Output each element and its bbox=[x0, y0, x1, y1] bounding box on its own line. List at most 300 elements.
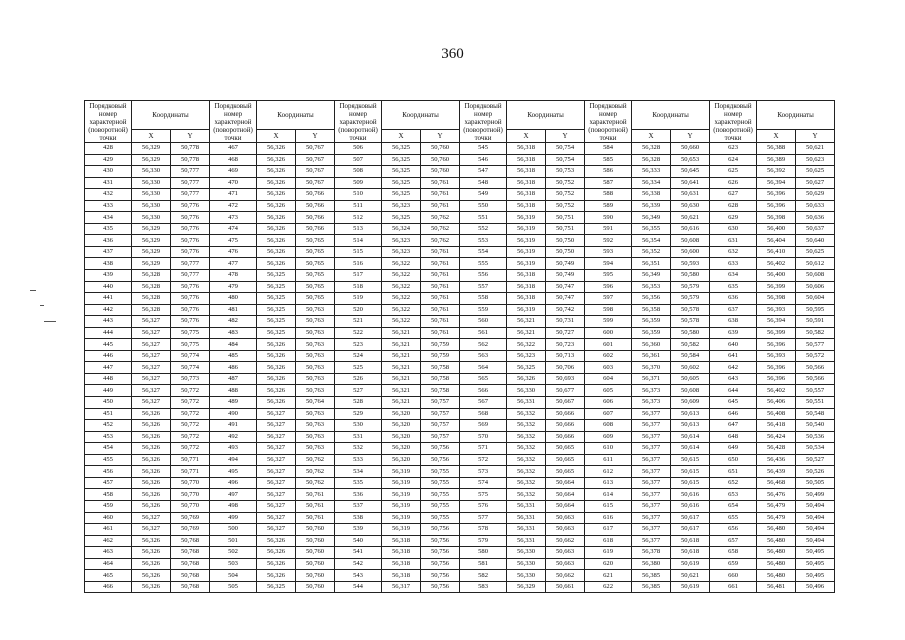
x-cell: 56,318 bbox=[507, 270, 546, 282]
x-cell: 56,377 bbox=[632, 477, 671, 489]
x-cell: 56,330 bbox=[507, 558, 546, 570]
x-cell: 56,327 bbox=[257, 512, 296, 524]
table-row bbox=[85, 304, 835, 316]
x-cell: 56,328 bbox=[132, 293, 171, 305]
x-cell: 56,317 bbox=[382, 581, 421, 593]
point-number-cell: 467 bbox=[210, 143, 257, 155]
y-cell: 50,664 bbox=[546, 477, 585, 489]
y-cell: 50,768 bbox=[171, 547, 210, 559]
x-cell: 56,396 bbox=[757, 373, 796, 385]
y-cell: 50,615 bbox=[671, 466, 710, 478]
y-cell: 50,621 bbox=[796, 143, 835, 155]
table-row bbox=[85, 166, 835, 178]
point-number-cell: 472 bbox=[210, 200, 257, 212]
y-cell: 50,752 bbox=[546, 189, 585, 201]
y-cell: 50,765 bbox=[296, 293, 335, 305]
y-cell: 50,762 bbox=[296, 477, 335, 489]
table-row bbox=[85, 581, 835, 593]
point-number-cell: 616 bbox=[585, 512, 632, 524]
y-cell: 50,623 bbox=[796, 154, 835, 166]
point-number-cell: 644 bbox=[710, 385, 757, 397]
y-cell: 50,613 bbox=[671, 420, 710, 432]
point-number-cell: 489 bbox=[210, 397, 257, 409]
point-number-cell: 638 bbox=[710, 316, 757, 328]
x-cell: 56,320 bbox=[382, 454, 421, 466]
point-number-cell: 622 bbox=[585, 581, 632, 593]
x-cell: 56,325 bbox=[257, 293, 296, 305]
point-number-cell: 591 bbox=[585, 223, 632, 235]
x-cell: 56,321 bbox=[382, 362, 421, 374]
point-number-cell: 577 bbox=[460, 512, 507, 524]
x-cell: 56,325 bbox=[382, 154, 421, 166]
point-number-cell: 582 bbox=[460, 570, 507, 582]
y-cell: 50,776 bbox=[171, 235, 210, 247]
y-cell: 50,621 bbox=[671, 570, 710, 582]
x-cell: 56,322 bbox=[382, 316, 421, 328]
y-cell: 50,584 bbox=[671, 350, 710, 362]
y-cell: 50,757 bbox=[421, 397, 460, 409]
point-number-cell: 570 bbox=[460, 431, 507, 443]
point-number-cell: 501 bbox=[210, 535, 257, 547]
x-cell: 56,319 bbox=[382, 477, 421, 489]
x-cell: 56,326 bbox=[132, 547, 171, 559]
y-cell: 50,625 bbox=[796, 166, 835, 178]
x-cell: 56,377 bbox=[632, 431, 671, 443]
y-cell: 50,608 bbox=[671, 235, 710, 247]
y-cell: 50,756 bbox=[421, 547, 460, 559]
x-cell: 56,326 bbox=[257, 373, 296, 385]
y-cell: 50,663 bbox=[546, 512, 585, 524]
point-number-cell: 512 bbox=[335, 212, 382, 224]
y-cell: 50,534 bbox=[796, 443, 835, 455]
x-cell: 56,351 bbox=[632, 258, 671, 270]
table-row bbox=[85, 316, 835, 328]
x-cell: 56,480 bbox=[757, 547, 796, 559]
y-cell: 50,763 bbox=[296, 373, 335, 385]
point-number-cell: 462 bbox=[85, 535, 132, 547]
y-cell: 50,755 bbox=[421, 489, 460, 501]
y-cell: 50,616 bbox=[671, 223, 710, 235]
y-cell: 50,750 bbox=[546, 235, 585, 247]
x-cell: 56,319 bbox=[382, 512, 421, 524]
x-cell: 56,329 bbox=[132, 154, 171, 166]
point-number-cell: 471 bbox=[210, 189, 257, 201]
y-cell: 50,767 bbox=[296, 177, 335, 189]
x-cell: 56,326 bbox=[257, 212, 296, 224]
point-number-cell: 657 bbox=[710, 535, 757, 547]
y-cell: 50,768 bbox=[171, 558, 210, 570]
point-number-cell: 477 bbox=[210, 258, 257, 270]
y-cell: 50,751 bbox=[546, 223, 585, 235]
y-cell: 50,609 bbox=[671, 397, 710, 409]
x-cell: 56,325 bbox=[257, 304, 296, 316]
point-number-cell: 583 bbox=[460, 581, 507, 593]
y-cell: 50,769 bbox=[171, 524, 210, 536]
y-cell: 50,540 bbox=[796, 420, 835, 432]
point-number-cell: 433 bbox=[85, 200, 132, 212]
y-cell: 50,773 bbox=[171, 373, 210, 385]
y-cell: 50,774 bbox=[171, 350, 210, 362]
point-number-cell: 601 bbox=[585, 339, 632, 351]
point-number-cell: 506 bbox=[335, 143, 382, 155]
table-row bbox=[85, 327, 835, 339]
y-cell: 50,771 bbox=[171, 466, 210, 478]
x-cell: 56,479 bbox=[757, 500, 796, 512]
point-number-cell: 604 bbox=[585, 373, 632, 385]
point-number-cell: 528 bbox=[335, 397, 382, 409]
y-cell: 50,615 bbox=[671, 454, 710, 466]
point-number-cell: 615 bbox=[585, 500, 632, 512]
y-cell: 50,663 bbox=[546, 547, 585, 559]
y-cell: 50,763 bbox=[296, 443, 335, 455]
point-number-cell: 513 bbox=[335, 223, 382, 235]
x-cell: 56,326 bbox=[257, 200, 296, 212]
x-cell: 56,377 bbox=[632, 512, 671, 524]
y-cell: 50,761 bbox=[421, 281, 460, 293]
point-number-cell: 650 bbox=[710, 454, 757, 466]
y-cell: 50,765 bbox=[296, 281, 335, 293]
point-number-cell: 532 bbox=[335, 443, 382, 455]
x-cell: 56,326 bbox=[257, 177, 296, 189]
x-cell: 56,327 bbox=[257, 408, 296, 420]
table-row bbox=[85, 143, 835, 155]
x-cell: 56,326 bbox=[257, 350, 296, 362]
point-number-cell: 473 bbox=[210, 212, 257, 224]
point-number-cell: 656 bbox=[710, 524, 757, 536]
y-cell: 50,578 bbox=[671, 316, 710, 328]
x-header: X bbox=[757, 130, 796, 143]
y-cell: 50,551 bbox=[796, 397, 835, 409]
x-cell: 56,329 bbox=[132, 258, 171, 270]
x-cell: 56,406 bbox=[757, 397, 796, 409]
y-cell: 50,762 bbox=[421, 235, 460, 247]
point-number-cell: 533 bbox=[335, 454, 382, 466]
table-row bbox=[85, 246, 835, 258]
y-cell: 50,761 bbox=[421, 316, 460, 328]
point-number-cell: 661 bbox=[710, 581, 757, 593]
y-cell: 50,614 bbox=[671, 431, 710, 443]
point-number-cell: 625 bbox=[710, 166, 757, 178]
point-number-cell: 653 bbox=[710, 489, 757, 501]
y-cell: 50,618 bbox=[671, 535, 710, 547]
x-cell: 56,326 bbox=[257, 535, 296, 547]
point-number-cell: 557 bbox=[460, 281, 507, 293]
point-number-cell: 660 bbox=[710, 570, 757, 582]
ordinal-header: Порядковый номер характерной (поворотной) точки bbox=[85, 101, 132, 143]
point-number-cell: 552 bbox=[460, 223, 507, 235]
table-row bbox=[85, 235, 835, 247]
y-cell: 50,566 bbox=[796, 362, 835, 374]
x-cell: 56,377 bbox=[632, 489, 671, 501]
y-cell: 50,754 bbox=[546, 154, 585, 166]
y-header: Y bbox=[671, 130, 710, 143]
point-number-cell: 531 bbox=[335, 431, 382, 443]
x-cell: 56,325 bbox=[382, 143, 421, 155]
point-number-cell: 631 bbox=[710, 235, 757, 247]
x-cell: 56,332 bbox=[507, 443, 546, 455]
point-number-cell: 636 bbox=[710, 293, 757, 305]
y-cell: 50,660 bbox=[671, 143, 710, 155]
y-cell: 50,662 bbox=[546, 570, 585, 582]
x-cell: 56,318 bbox=[382, 535, 421, 547]
table-row bbox=[85, 373, 835, 385]
x-cell: 56,320 bbox=[382, 443, 421, 455]
point-number-cell: 649 bbox=[710, 443, 757, 455]
x-cell: 56,327 bbox=[257, 420, 296, 432]
x-cell: 56,330 bbox=[132, 189, 171, 201]
point-number-cell: 560 bbox=[460, 316, 507, 328]
x-cell: 56,371 bbox=[632, 373, 671, 385]
point-number-cell: 613 bbox=[585, 477, 632, 489]
x-header: X bbox=[257, 130, 296, 143]
y-cell: 50,666 bbox=[546, 420, 585, 432]
y-cell: 50,604 bbox=[796, 293, 835, 305]
point-number-cell: 553 bbox=[460, 235, 507, 247]
point-number-cell: 576 bbox=[460, 500, 507, 512]
x-cell: 56,331 bbox=[507, 535, 546, 547]
table-row bbox=[85, 477, 835, 489]
point-number-cell: 541 bbox=[335, 547, 382, 559]
x-cell: 56,319 bbox=[507, 223, 546, 235]
x-cell: 56,396 bbox=[757, 200, 796, 212]
x-cell: 56,436 bbox=[757, 454, 796, 466]
x-cell: 56,326 bbox=[132, 466, 171, 478]
point-number-cell: 523 bbox=[335, 339, 382, 351]
y-cell: 50,614 bbox=[671, 443, 710, 455]
y-cell: 50,526 bbox=[796, 466, 835, 478]
x-cell: 56,385 bbox=[632, 581, 671, 593]
point-number-cell: 444 bbox=[85, 327, 132, 339]
point-number-cell: 605 bbox=[585, 385, 632, 397]
y-cell: 50,608 bbox=[671, 385, 710, 397]
point-number-cell: 476 bbox=[210, 246, 257, 258]
y-cell: 50,727 bbox=[546, 327, 585, 339]
y-cell: 50,495 bbox=[796, 547, 835, 559]
point-number-cell: 643 bbox=[710, 373, 757, 385]
x-cell: 56,332 bbox=[507, 489, 546, 501]
x-cell: 56,373 bbox=[632, 397, 671, 409]
x-cell: 56,322 bbox=[382, 258, 421, 270]
x-cell: 56,330 bbox=[132, 200, 171, 212]
point-number-cell: 549 bbox=[460, 189, 507, 201]
y-cell: 50,749 bbox=[546, 270, 585, 282]
point-number-cell: 629 bbox=[710, 212, 757, 224]
point-number-cell: 429 bbox=[85, 154, 132, 166]
y-cell: 50,756 bbox=[421, 524, 460, 536]
y-cell: 50,494 bbox=[796, 512, 835, 524]
y-cell: 50,760 bbox=[421, 166, 460, 178]
x-cell: 56,318 bbox=[382, 570, 421, 582]
y-cell: 50,752 bbox=[546, 177, 585, 189]
point-number-cell: 597 bbox=[585, 293, 632, 305]
y-cell: 50,619 bbox=[671, 581, 710, 593]
y-cell: 50,665 bbox=[546, 443, 585, 455]
x-cell: 56,326 bbox=[132, 500, 171, 512]
table-row bbox=[85, 408, 835, 420]
point-number-cell: 445 bbox=[85, 339, 132, 351]
page-number: 360 bbox=[441, 46, 464, 62]
point-number-cell: 447 bbox=[85, 362, 132, 374]
x-cell: 56,318 bbox=[507, 143, 546, 155]
y-cell: 50,582 bbox=[796, 327, 835, 339]
y-cell: 50,640 bbox=[796, 235, 835, 247]
x-cell: 56,326 bbox=[132, 570, 171, 582]
y-cell: 50,777 bbox=[171, 166, 210, 178]
point-number-cell: 540 bbox=[335, 535, 382, 547]
y-cell: 50,636 bbox=[796, 212, 835, 224]
y-cell: 50,776 bbox=[171, 316, 210, 328]
y-cell: 50,664 bbox=[546, 500, 585, 512]
x-cell: 56,330 bbox=[507, 547, 546, 559]
y-cell: 50,627 bbox=[796, 177, 835, 189]
point-number-cell: 632 bbox=[710, 246, 757, 258]
x-cell: 56,370 bbox=[632, 362, 671, 374]
y-cell: 50,777 bbox=[171, 258, 210, 270]
y-cell: 50,763 bbox=[296, 339, 335, 351]
x-cell: 56,360 bbox=[632, 339, 671, 351]
x-cell: 56,476 bbox=[757, 489, 796, 501]
x-cell: 56,481 bbox=[757, 581, 796, 593]
y-cell: 50,759 bbox=[421, 350, 460, 362]
x-cell: 56,327 bbox=[132, 385, 171, 397]
x-cell: 56,332 bbox=[507, 431, 546, 443]
x-cell: 56,326 bbox=[257, 558, 296, 570]
y-cell: 50,777 bbox=[171, 177, 210, 189]
point-number-cell: 630 bbox=[710, 223, 757, 235]
point-number-cell: 457 bbox=[85, 477, 132, 489]
point-number-cell: 593 bbox=[585, 246, 632, 258]
point-number-cell: 455 bbox=[85, 454, 132, 466]
y-cell: 50,759 bbox=[421, 339, 460, 351]
x-cell: 56,321 bbox=[382, 373, 421, 385]
point-number-cell: 562 bbox=[460, 339, 507, 351]
x-cell: 56,323 bbox=[382, 235, 421, 247]
x-cell: 56,396 bbox=[757, 362, 796, 374]
x-cell: 56,321 bbox=[507, 316, 546, 328]
x-cell: 56,329 bbox=[132, 223, 171, 235]
point-number-cell: 545 bbox=[460, 143, 507, 155]
point-number-cell: 590 bbox=[585, 212, 632, 224]
table-header bbox=[85, 101, 835, 143]
y-cell: 50,763 bbox=[296, 304, 335, 316]
point-number-cell: 511 bbox=[335, 200, 382, 212]
point-number-cell: 451 bbox=[85, 408, 132, 420]
point-number-cell: 578 bbox=[460, 524, 507, 536]
point-number-cell: 507 bbox=[335, 154, 382, 166]
point-number-cell: 497 bbox=[210, 489, 257, 501]
y-cell: 50,742 bbox=[546, 304, 585, 316]
y-cell: 50,494 bbox=[796, 524, 835, 536]
y-cell: 50,629 bbox=[796, 189, 835, 201]
point-number-cell: 611 bbox=[585, 454, 632, 466]
point-number-cell: 587 bbox=[585, 177, 632, 189]
point-number-cell: 623 bbox=[710, 143, 757, 155]
x-cell: 56,325 bbox=[257, 281, 296, 293]
point-number-cell: 525 bbox=[335, 362, 382, 374]
x-cell: 56,410 bbox=[757, 246, 796, 258]
point-number-cell: 448 bbox=[85, 373, 132, 385]
point-number-cell: 502 bbox=[210, 547, 257, 559]
point-number-cell: 470 bbox=[210, 177, 257, 189]
table-row bbox=[85, 454, 835, 466]
point-number-cell: 607 bbox=[585, 408, 632, 420]
point-number-cell: 573 bbox=[460, 466, 507, 478]
table-row bbox=[85, 466, 835, 478]
x-cell: 56,326 bbox=[257, 166, 296, 178]
table-row bbox=[85, 200, 835, 212]
point-number-cell: 474 bbox=[210, 223, 257, 235]
y-cell: 50,631 bbox=[671, 189, 710, 201]
point-number-cell: 522 bbox=[335, 327, 382, 339]
x-cell: 56,393 bbox=[757, 304, 796, 316]
y-cell: 50,763 bbox=[296, 385, 335, 397]
x-cell: 56,326 bbox=[257, 154, 296, 166]
coordinates-header: Координаты bbox=[507, 101, 585, 130]
point-number-cell: 432 bbox=[85, 189, 132, 201]
y-cell: 50,770 bbox=[171, 500, 210, 512]
point-number-cell: 492 bbox=[210, 431, 257, 443]
table-row bbox=[85, 339, 835, 351]
y-cell: 50,606 bbox=[796, 281, 835, 293]
y-cell: 50,775 bbox=[171, 339, 210, 351]
x-cell: 56,326 bbox=[132, 420, 171, 432]
x-cell: 56,402 bbox=[757, 258, 796, 270]
point-number-cell: 441 bbox=[85, 293, 132, 305]
point-number-cell: 514 bbox=[335, 235, 382, 247]
point-number-cell: 518 bbox=[335, 281, 382, 293]
point-number-cell: 609 bbox=[585, 431, 632, 443]
point-number-cell: 509 bbox=[335, 177, 382, 189]
point-number-cell: 494 bbox=[210, 454, 257, 466]
y-cell: 50,766 bbox=[296, 189, 335, 201]
point-number-cell: 487 bbox=[210, 373, 257, 385]
x-cell: 56,326 bbox=[132, 408, 171, 420]
point-number-cell: 579 bbox=[460, 535, 507, 547]
x-cell: 56,332 bbox=[507, 466, 546, 478]
point-number-cell: 556 bbox=[460, 270, 507, 282]
y-cell: 50,765 bbox=[296, 258, 335, 270]
x-cell: 56,394 bbox=[757, 177, 796, 189]
ordinal-header: Порядковый номер характерной (поворотной) точки bbox=[210, 101, 257, 143]
x-cell: 56,326 bbox=[132, 454, 171, 466]
y-cell: 50,772 bbox=[171, 420, 210, 432]
table-row bbox=[85, 420, 835, 432]
point-number-cell: 626 bbox=[710, 177, 757, 189]
x-cell: 56,319 bbox=[507, 258, 546, 270]
x-cell: 56,322 bbox=[382, 270, 421, 282]
x-cell: 56,377 bbox=[632, 408, 671, 420]
y-cell: 50,757 bbox=[421, 408, 460, 420]
point-number-cell: 589 bbox=[585, 200, 632, 212]
x-cell: 56,327 bbox=[257, 443, 296, 455]
point-number-cell: 621 bbox=[585, 570, 632, 582]
y-cell: 50,572 bbox=[796, 350, 835, 362]
ordinal-header: Порядковый номер характерной (поворотной) точки bbox=[335, 101, 382, 143]
table-row bbox=[85, 223, 835, 235]
x-cell: 56,319 bbox=[382, 489, 421, 501]
point-number-cell: 618 bbox=[585, 535, 632, 547]
point-number-cell: 458 bbox=[85, 489, 132, 501]
point-number-cell: 486 bbox=[210, 362, 257, 374]
y-cell: 50,713 bbox=[546, 350, 585, 362]
x-cell: 56,325 bbox=[382, 212, 421, 224]
point-number-cell: 493 bbox=[210, 443, 257, 455]
y-cell: 50,752 bbox=[546, 200, 585, 212]
x-cell: 56,328 bbox=[632, 143, 671, 155]
x-header: X bbox=[382, 130, 421, 143]
y-cell: 50,756 bbox=[421, 535, 460, 547]
y-cell: 50,580 bbox=[671, 270, 710, 282]
